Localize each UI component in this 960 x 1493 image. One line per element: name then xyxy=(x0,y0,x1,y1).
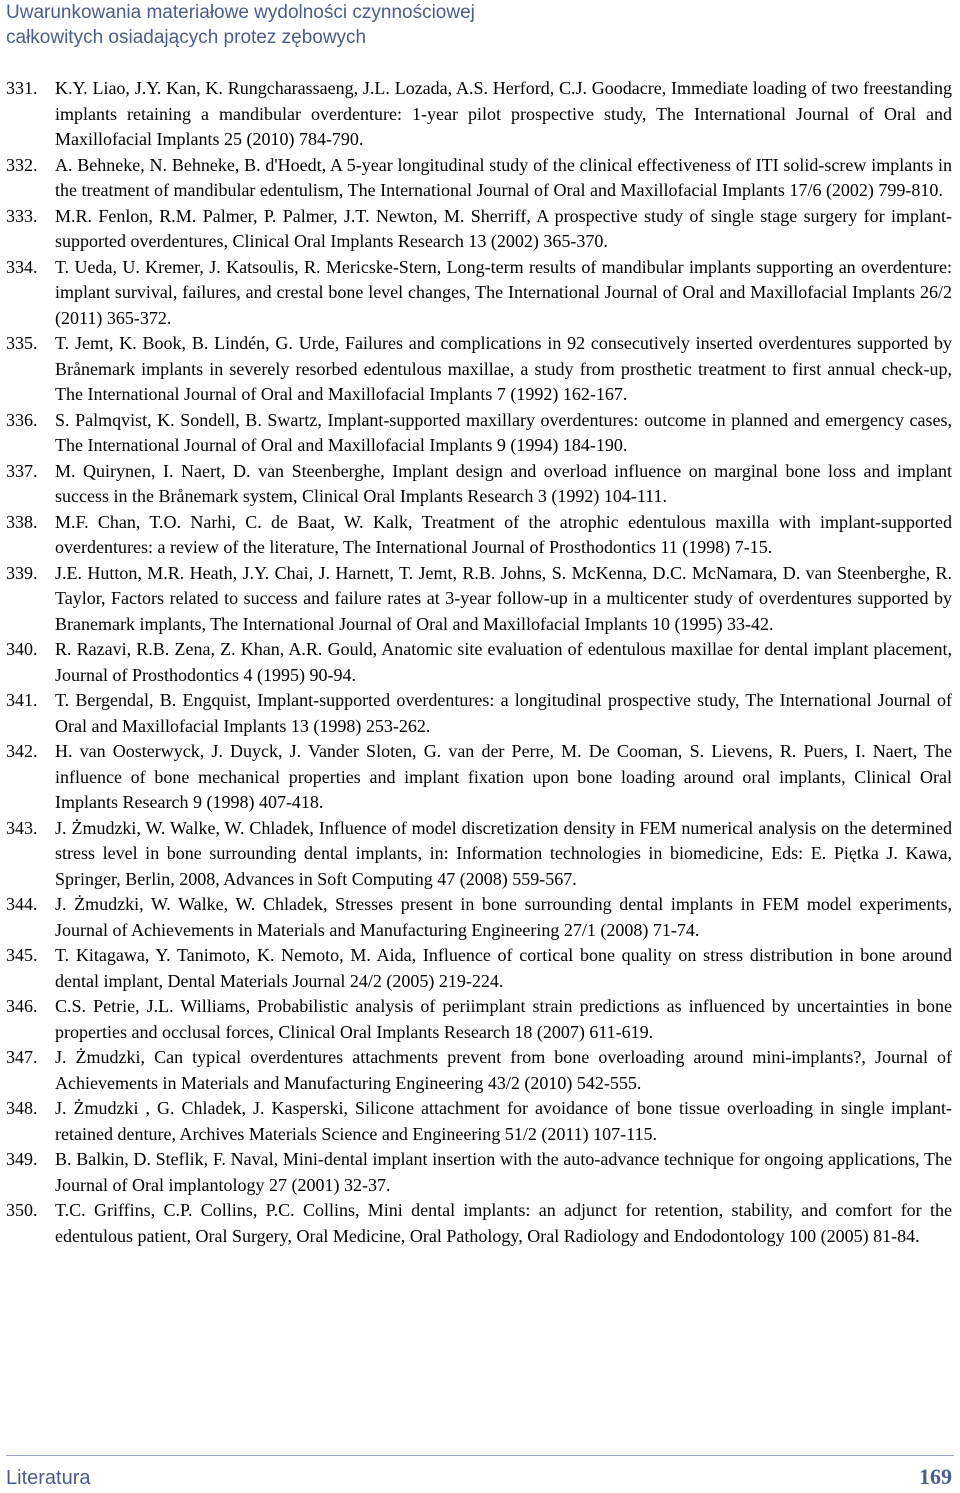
reference-text: J. Żmudzki , G. Chladek, J. Kasperski, Silicone attachment for avoidance of bone tissue overloading in single implant-retained denture, Archives Materials Science and Engineering 51/2 (2011) 107-115. xyxy=(55,1098,952,1144)
reference-text: T. Jemt, K. Book, B. Lindén, G. Urde, Failures and complications in 92 consecutively inserted overdentures supported by Brånemark implants in severely resorbed edentulous maxillae, a study from prosthetic treatment to first annual check-up, The International Journal of Oral and Maxillofacial Implants 7 (1992) 162-167. xyxy=(55,333,952,404)
reference-list xyxy=(6,76,952,1249)
reference-item xyxy=(6,561,952,638)
reference-number: 337. xyxy=(6,460,38,481)
reference-number: 343. xyxy=(6,817,38,838)
reference-number: 336. xyxy=(6,409,38,430)
reference-number: 346. xyxy=(6,996,38,1016)
reference-text: J. Żmudzki, Can typical overdentures attachments prevent from bone overloading around mini-implants?, Journal of Achievements in Materials and Manufacturing Engineering 43/2 (2010) 542-555. xyxy=(55,1047,952,1093)
reference-item xyxy=(6,1147,952,1198)
reference-text: H. van Oosterwyck, J. Duyck, J. Vander Sloten, G. van der Perre, M. De Cooman, S. Lievens, R. Puers, I. Naert, The influence of bone mechanical properties and implant fixation upon bone loading around oral implants, Clinical Oral Implants Research 9 (1998) 407-418. xyxy=(55,741,952,812)
reference-item xyxy=(6,510,952,561)
reference-item xyxy=(6,204,952,255)
reference-number: 345. xyxy=(6,945,38,965)
reference-item xyxy=(6,688,952,739)
reference-number: 332. xyxy=(6,154,38,175)
reference-number: 333. xyxy=(6,205,38,226)
reference-number: 348. xyxy=(6,1098,38,1118)
reference-item xyxy=(6,331,952,408)
reference-text: M.F. Chan, T.O. Narhi, C. de Baat, W. Kalk, Treatment of the atrophic edentulous maxilla with implant-supported overdentures: a review of the literature, The International Journal of Prosthodontics 11 (1998) 7-15. xyxy=(55,511,952,557)
reference-item xyxy=(6,255,952,332)
reference-number: 350. xyxy=(6,1200,38,1220)
reference-item xyxy=(6,1096,952,1147)
reference-item xyxy=(6,459,952,510)
reference-text: J. Żmudzki, W. Walke, W. Chladek, Stresses present in bone surrounding dental implants in FEM model experiments, Journal of Achievements in Materials and Manufacturing Engineering 27/1 (2008) 71-74. xyxy=(55,894,952,940)
footer-section-title: Literatura xyxy=(6,1467,91,1489)
reference-number: 342. xyxy=(6,741,38,761)
reference-text: J. Żmudzki, W. Walke, W. Chladek, Influence of model discretization density in FEM numerical analysis on the determined stress level in bone surrounding dental implants, in: Information technologies in biomedicine, Eds: E. Piętka J. Kawa, Springer, Berlin, 2008, Advances in Soft Computing 47 (2008) 559-567. xyxy=(55,817,952,889)
reference-text: A. Behneke, N. Behneke, B. d'Hoedt, A 5-year longitudinal study of the clinical effectiveness of ITI solid-screw implants in the treatment of mandibular edentulism, The International Journal of Oral and Maxillofacial Implants 17/6 (2002) 799-810. xyxy=(55,154,952,200)
running-header-line-1: Uwarunkowania materiałowe wydolności czynnościowej xyxy=(6,2,475,23)
reference-text: K.Y. Liao, J.Y. Kan, K. Rungcharassaeng, J.L. Lozada, A.S. Herford, C.J. Goodacre, Immediate loading of two freestanding implants retaining a mandibular overdenture: 1-year pilot prospective study, The International Journal of Oral and Maxillofacial Implants 25 (2010) 784-790. xyxy=(55,78,952,149)
reference-item xyxy=(6,943,952,994)
reference-item xyxy=(6,637,952,688)
footer-divider xyxy=(6,1455,954,1456)
reference-number: 349. xyxy=(6,1149,38,1169)
reference-text: T. Ueda, U. Kremer, J. Katsoulis, R. Mericske-Stern, Long-term results of mandibular implants supporting an overdenture: implant survival, failures, and crestal bone level changes, The International Journal of Oral and Maxillofacial Implants 26/2 (2011) 365-372. xyxy=(55,256,952,328)
reference-text: J.E. Hutton, M.R. Heath, J.Y. Chai, J. Harnett, T. Jemt, R.B. Johns, S. McKenna, D.C. McNamara, D. van Steenberghe, R. Taylor, Factors related to success and failure rates at 3-year follow-up in a multicenter study of overdentures supported by Branemark implants, The International Journal of Oral and Maxillofacial Implants 10 (1995) 33-42. xyxy=(55,562,952,634)
reference-item xyxy=(6,994,952,1045)
reference-number: 331. xyxy=(6,78,38,98)
running-header-line-2: całkowitych osiadających protez zębowych xyxy=(6,27,367,48)
reference-number: 344. xyxy=(6,894,38,914)
reference-number: 341. xyxy=(6,690,38,710)
reference-item xyxy=(6,1198,952,1249)
running-header xyxy=(6,0,726,50)
reference-text: C.S. Petrie, J.L. Williams, Probabilistic analysis of periimplant strain predictions as influenced by uncertainties in bone properties and occlusal forces, Clinical Oral Implants Research 18 (2007) 611-619. xyxy=(55,996,952,1042)
reference-text: S. Palmqvist, K. Sondell, B. Swartz, Implant-supported maxillary overdentures: outcome in planned and emergency cases, The International Journal of Oral and Maxillofacial Implants 9 (1994) 184-190. xyxy=(55,409,952,455)
reference-number: 340. xyxy=(6,639,38,659)
reference-number: 335. xyxy=(6,333,38,353)
reference-item xyxy=(6,892,952,943)
reference-text: B. Balkin, D. Steflik, F. Naval, Mini-dental implant insertion with the auto-advance technique for ongoing applications, The Journal of Oral implantology 27 (2001) 32-37. xyxy=(55,1149,952,1195)
reference-item xyxy=(6,153,952,204)
reference-text: T. Kitagawa, Y. Tanimoto, K. Nemoto, M. Aida, Influence of cortical bone quality on stress distribution in bone around dental implant, Dental Materials Journal 24/2 (2005) 219-224. xyxy=(55,945,952,991)
reference-item xyxy=(6,816,952,893)
reference-number: 338. xyxy=(6,511,38,532)
reference-item xyxy=(6,1045,952,1096)
page-number: 169 xyxy=(919,1464,952,1489)
reference-text: R. Razavi, R.B. Zena, Z. Khan, A.R. Gould, Anatomic site evaluation of edentulous maxillae for dental implant placement, Journal of Prosthodontics 4 (1995) 90-94. xyxy=(55,639,952,685)
reference-number: 334. xyxy=(6,256,38,277)
reference-text: T. Bergendal, B. Engquist, Implant-supported overdentures: a longitudinal prospective study, The International Journal of Oral and Maxillofacial Implants 13 (1998) 253-262. xyxy=(55,690,952,736)
reference-number: 339. xyxy=(6,562,38,583)
reference-item xyxy=(6,76,952,153)
reference-item xyxy=(6,408,952,459)
reference-text: T.C. Griffins, C.P. Collins, P.C. Collins, Mini dental implants: an adjunct for retention, stability, and comfort for the edentulous patient, Oral Surgery, Oral Medicine, Oral Pathology, Oral Radiology and Endodontology 100 (2005) 81-84. xyxy=(55,1200,952,1246)
reference-text: M. Quirynen, I. Naert, D. van Steenberghe, Implant design and overload influence on marginal bone loss and implant success in the Brånemark system, Clinical Oral Implants Research 3 (1992) 104-111. xyxy=(55,460,952,506)
reference-number: 347. xyxy=(6,1047,38,1067)
reference-item xyxy=(6,739,952,816)
reference-text: M.R. Fenlon, R.M. Palmer, P. Palmer, J.T. Newton, M. Sherriff, A prospective study of single stage surgery for implant-supported overdentures, Clinical Oral Implants Research 13 (2002) 365-370. xyxy=(55,205,952,251)
